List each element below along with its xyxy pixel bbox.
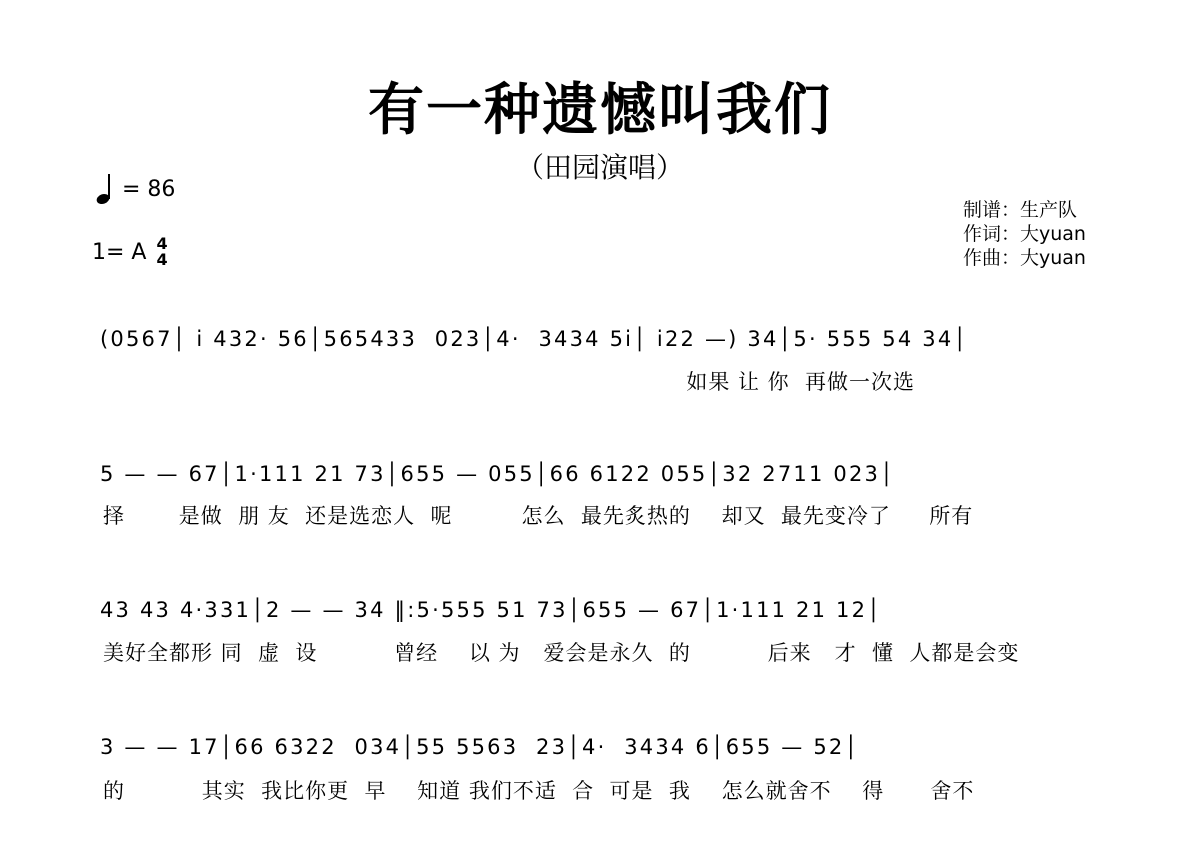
credit-music: 作曲：大yuan xyxy=(963,247,1086,269)
notation-line-4: 3 — — 17│66 6322 034│55 5563 23│4· 3434 6│655 — 52│ xyxy=(100,735,860,759)
song-subtitle: （田园演唱） xyxy=(515,151,684,184)
credit-notation: 制谱：生产队 xyxy=(963,199,1078,221)
key-label: 1= A xyxy=(92,239,147,265)
time-bottom: 4 xyxy=(156,250,168,269)
notation-line-3: 43 43 4·331│2 — — 34 ‖:5·555 51 73│655 — 67│1·111 21 12│ xyxy=(100,598,883,622)
credits xyxy=(963,198,1086,270)
notation-line-2: 5 — — 67│1·111 21 73│655 — 055│66 6122 055│32 2711 023│ xyxy=(100,462,895,486)
lyrics-line-1: 如果 让 你 再做一次选 xyxy=(103,370,916,394)
tempo-marking xyxy=(96,172,175,206)
lyrics-line-2: 择 是做 朋 友 还是选恋人 呢 怎么 最先炙热的 却又 最先变冷了 所有 xyxy=(103,504,974,528)
time-top: 4 xyxy=(156,234,168,253)
lyrics-line-3: 美好全都形 同 虚 设 曾经 以 为 爱会是永久 的 后来 才 懂 人都是会变 xyxy=(103,641,1020,665)
tempo-value: = 86 xyxy=(122,176,176,202)
time-signature xyxy=(156,236,167,268)
quarter-note-icon xyxy=(96,172,114,206)
credit-lyrics: 作词：大yuan xyxy=(963,223,1086,245)
lyrics-line-4: 的 其实 我比你更 早 知道 我们不适 合 可是 我 怎么就舍不 得 舍不 xyxy=(103,779,975,803)
key-signature xyxy=(92,236,168,268)
notation-line-1: (0567│ i 432· 56│565433 023│4· 3434 5i│ i22 —) 34│5· 555 54 34│ xyxy=(100,327,969,351)
song-title: 有一种遗憾叫我们 xyxy=(368,78,832,143)
